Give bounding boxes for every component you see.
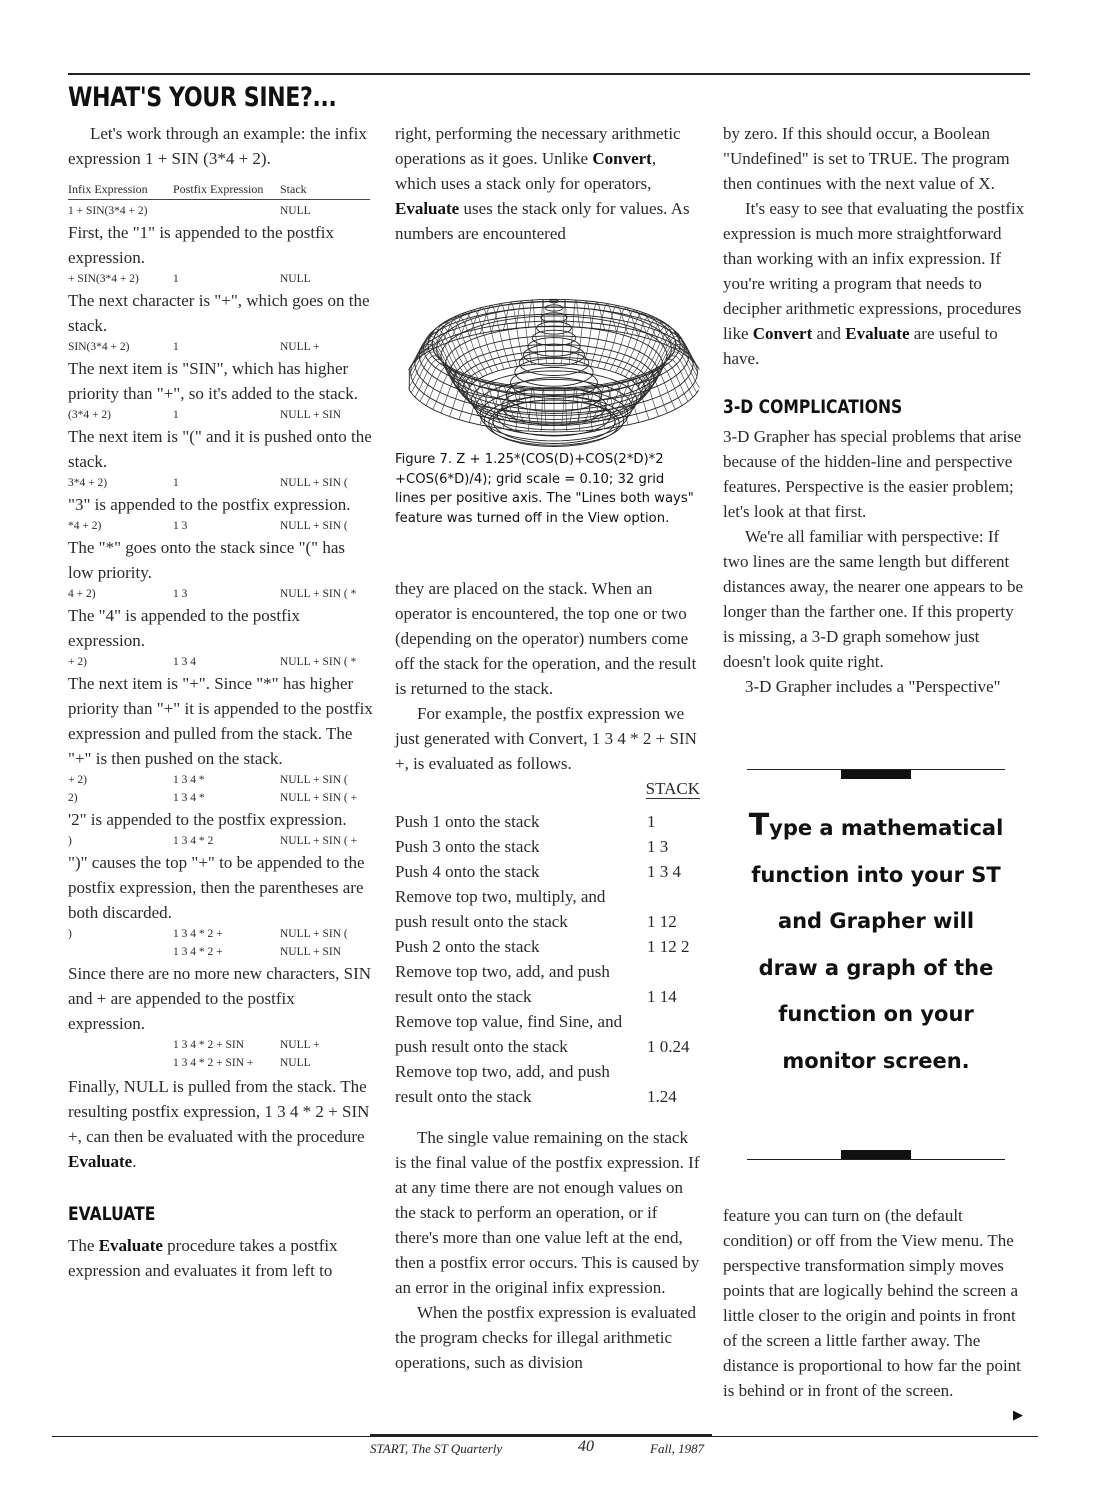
- col2-text-2: , which uses a stack only for operators,: [395, 149, 657, 193]
- evaluation-row: [395, 859, 700, 884]
- trace-infix: *4 + 2): [68, 520, 102, 532]
- trace-postfix: 1 3 4 *: [173, 792, 205, 804]
- straightforward-paragraph: [723, 196, 1028, 371]
- trace-row: [68, 832, 373, 850]
- trace-infix: + 2): [68, 656, 87, 668]
- evaluate-term: Evaluate: [68, 1152, 133, 1171]
- evaluate-paragraph: [68, 1233, 373, 1283]
- trace-explanation: The next item is "SIN", which has higher priority than "+", so it's added to the stack.: [68, 359, 358, 403]
- evaluation-row: [395, 834, 700, 859]
- evaluation-stack-value: [647, 884, 700, 909]
- trace-stack: NULL + SIN (: [280, 774, 348, 786]
- trace-stack: NULL + SIN (: [280, 928, 348, 940]
- evaluation-stack-value: [647, 959, 700, 984]
- trace-row: [68, 925, 373, 943]
- trace-postfix: 1 3 4 * 2: [173, 835, 214, 847]
- evaluation-stack-value: [647, 1009, 700, 1034]
- trace-infix: 3*4 + 2): [68, 477, 108, 489]
- trace-stack: NULL +: [280, 1039, 320, 1051]
- evaluation-row: [395, 909, 700, 934]
- evaluation-operation: result onto the stack: [395, 1087, 532, 1106]
- convert-term-2: Convert: [752, 324, 813, 343]
- trace-table-header: [68, 181, 370, 200]
- evaluation-row: [395, 934, 700, 959]
- trace-row: [68, 653, 373, 671]
- col3-text-1: It's easy to see that evaluating the postfix expression is much more straightforward than working with an infix expression. If you're writing a program that needs to decipher arithmetic expressions, procedures like: [723, 199, 1025, 343]
- trace-explanation: The next item is "+". Since "*" has higher priority than "+" it is appended to the postfix expression and pulled from the stack. The "+" is then pushed on the stack.: [68, 674, 373, 768]
- evaluation-table: [395, 809, 700, 1109]
- trace-infix: + SIN(3*4 + 2): [68, 273, 139, 285]
- trace-infix: ): [68, 928, 72, 940]
- trace-infix: [68, 943, 173, 961]
- evaluation-row: [395, 959, 700, 984]
- trace-infix: SIN(3*4 + 2): [68, 341, 130, 353]
- column-2-top: [395, 121, 700, 246]
- stack-header: [395, 776, 700, 801]
- trace-stack: NULL + SIN (: [280, 520, 348, 532]
- trace-infix: [68, 1036, 173, 1054]
- boolean-paragraph: by zero. If this should occur, a Boolean "Undefined" is set to TRUE. The program then continues with the next value of X.: [723, 124, 1010, 193]
- trace-infix: [68, 1054, 173, 1072]
- trace-explanation: The "4" is appended to the postfix expression.: [68, 606, 300, 650]
- evaluate-term-4: Evaluate: [845, 324, 910, 343]
- footer-rule-thick: [370, 1434, 712, 1437]
- trace-row: [68, 406, 373, 424]
- col3-text-3: are useful to have.: [723, 324, 998, 368]
- stack-paragraph: they are placed on the stack. When an operator is encountered, the top one or two (depending on the operator) numbers come off the stack for the operation, and the result is returned to the stack.: [395, 579, 697, 698]
- trace-stack: NULL +: [280, 341, 320, 353]
- perspective-transform-paragraph: feature you can turn on (the default condition) or off from the View menu. The perspective transformation simply moves points that are logically behind the screen a little closer to the origin and points in front of the screen a little farther away. The distance is proportional to how far the point is behind or in front of the screen.: [723, 1206, 1021, 1400]
- col2-text-1: right, performing the necessary arithmetic operations as it goes. Unlike: [395, 124, 681, 168]
- col2-text-3: uses the stack only for values. As numbers are encountered: [395, 199, 690, 243]
- trace-stack: NULL: [280, 273, 311, 285]
- final-paragraph: [68, 1074, 373, 1174]
- final-text: Finally, NULL is pulled from the stack. The resulting postfix expression, 1 3 4 * 2 + SIN +, can then be evaluated with the procedure: [68, 1077, 370, 1146]
- continued-arrow-icon: ▶: [1013, 1407, 1023, 1422]
- evaluation-stack-value: 1 0.24: [647, 1037, 690, 1056]
- trace-row: [68, 1054, 373, 1072]
- evaluation-operation: Remove top value, find Sine, and: [395, 1012, 623, 1031]
- trace-postfix: 1 3 4 * 2 +: [173, 928, 223, 940]
- pull-quote-bottom-tab: [841, 1150, 911, 1159]
- trace-explanation: The next item is "(" and it is pushed onto the stack.: [68, 427, 372, 471]
- evaluation-row: [395, 1034, 700, 1059]
- col3-text-2: and: [812, 324, 846, 343]
- trace-stack: NULL + SIN ( *: [280, 588, 357, 600]
- final-period: .: [132, 1152, 137, 1171]
- column-1: [68, 121, 373, 1283]
- pull-quote-drop-letter: T: [748, 808, 770, 843]
- evaluation-stack-value: [647, 1059, 700, 1084]
- trace-stack: NULL + SIN: [280, 409, 341, 421]
- evaluation-stack-value: 1 14: [647, 987, 677, 1006]
- evaluation-row: [395, 809, 700, 834]
- trace-explanation: Since there are no more new characters, SIN and + are appended to the postfix expression.: [68, 964, 372, 1033]
- trace-postfix: 1: [173, 273, 179, 285]
- trace-stack: NULL: [280, 205, 311, 217]
- trace-postfix: 1: [173, 409, 179, 421]
- example-paragraph: For example, the postfix expression we just generated with Convert, 1 3 4 * 2 + SIN +, is evaluated as follows.: [395, 704, 697, 773]
- grapher-perspective-paragraph: 3-D Grapher includes a "Perspective": [745, 677, 1001, 696]
- trace-explanation: First, the "1" is appended to the postfix expression.: [68, 223, 335, 267]
- evaluation-operation: Push 1 onto the stack: [395, 812, 540, 831]
- evaluation-stack-value: 1.24: [647, 1087, 677, 1106]
- footer-issue: Fall, 1987: [650, 1441, 705, 1456]
- footer-publication: START, The ST Quarterly: [370, 1441, 503, 1456]
- evaluate-heading: EVALUATE: [68, 1203, 156, 1225]
- top-rule: [68, 73, 1030, 75]
- trace-infix: ): [68, 835, 72, 847]
- trace-stack: NULL + SIN: [280, 946, 341, 958]
- evaluation-row: [395, 884, 700, 909]
- trace-postfix: 1 3 4: [173, 656, 196, 668]
- convert-term: Convert: [592, 149, 652, 168]
- trace-stack: NULL + SIN ( +: [280, 835, 358, 847]
- trace-infix: (3*4 + 2): [68, 409, 111, 421]
- figure-7-surface-plot: [408, 246, 700, 448]
- final-value-paragraph: The single value remaining on the stack is the final value of the postfix expression. If at any time there are not enough values on the stack to perform an operation, or if there's more than one value left at the end, then a postfix error occurs. This is caused by an error in the original infix expression.: [395, 1128, 700, 1297]
- stack-header-label: STACK: [645, 779, 700, 798]
- trace-stack: NULL + SIN ( *: [280, 656, 357, 668]
- header-postfix: Postfix Expression: [173, 182, 264, 196]
- trace-stack: NULL: [280, 1057, 311, 1069]
- footer-page-number: 40: [578, 1438, 594, 1455]
- trace-explanation: The next character is "+", which goes on the stack.: [68, 291, 370, 335]
- evaluate-term-2: Evaluate: [98, 1236, 163, 1255]
- evaluate-text-pre: The: [68, 1236, 99, 1255]
- trace-postfix: 1 3 4 * 2 +: [173, 946, 223, 958]
- trace-stack: NULL + SIN (: [280, 477, 348, 489]
- evaluation-operation: Push 3 onto the stack: [395, 837, 540, 856]
- trace-infix: 4 + 2): [68, 588, 96, 600]
- figure-caption: Figure 7. Z + 1.25*(COS(D)+COS(2*D)*2 +COS(6*D)/4); grid scale = 0.10; 32 grid lines per positive axis. The "Lines both ways" feature was turned off in the View option.: [395, 452, 694, 526]
- trace-infix: 1 + SIN(3*4 + 2): [68, 205, 148, 217]
- column-3-top: [723, 121, 1028, 699]
- evaluate-text-post: procedure takes a postfix expression and evaluates it from left to: [68, 1236, 338, 1280]
- trace-row: [68, 789, 373, 807]
- header-stack: Stack: [280, 182, 307, 196]
- pull-quote-top-tab: [841, 770, 911, 779]
- trace-explanation: The "*" goes onto the stack since "(" has low priority.: [68, 538, 346, 582]
- trace-row: [68, 270, 373, 288]
- trace-postfix: 1 3: [173, 520, 188, 532]
- surface-graph-image: [408, 246, 700, 448]
- special-problems-paragraph: 3-D Grapher has special problems that arise because of the hidden-line and perspective features. Perspective is the easier problem; let's look at that first.: [723, 427, 1022, 521]
- trace-infix: + 2): [68, 774, 87, 786]
- evaluation-row: [395, 984, 700, 1009]
- trace-postfix: 1 3 4 * 2 + SIN: [173, 1039, 245, 1051]
- trace-postfix: 1 3 4 * 2 + SIN +: [173, 1057, 254, 1069]
- evaluation-operation: result onto the stack: [395, 987, 532, 1006]
- trace-postfix: 1: [173, 477, 179, 489]
- conversion-steps: [68, 202, 373, 1072]
- trace-row: [68, 771, 373, 789]
- trace-postfix: 1: [173, 341, 179, 353]
- trace-explanation: "3" is appended to the postfix expression.: [68, 495, 351, 514]
- trace-infix: 2): [68, 792, 78, 804]
- complications-heading: 3-D COMPLICATIONS: [723, 396, 903, 418]
- evaluation-operation: push result onto the stack: [395, 1037, 568, 1056]
- evaluation-operation: Remove top two, add, and push: [395, 1062, 610, 1081]
- article-headline: WHAT'S YOUR SINE?...: [68, 82, 337, 113]
- evaluation-row: [395, 1009, 700, 1034]
- pull-quote-bottom-rule: [747, 1159, 1005, 1160]
- pull-quote-text: [747, 803, 1005, 1084]
- pull-quote: [747, 765, 1005, 1161]
- illegal-ops-paragraph: When the postfix expression is evaluated the program checks for illegal arithmetic operations, such as division: [395, 1303, 697, 1372]
- column-3-bottom: [723, 1203, 1028, 1403]
- evaluation-operation: Remove top two, add, and push: [395, 962, 610, 981]
- trace-row: [68, 202, 373, 220]
- trace-row: [68, 1036, 373, 1054]
- evaluation-stack-value: 1 3: [647, 837, 669, 856]
- evaluation-operation: Remove top two, multiply, and: [395, 887, 606, 906]
- trace-row: [68, 338, 373, 356]
- trace-stack: NULL + SIN ( +: [280, 792, 358, 804]
- perspective-paragraph: We're all familiar with perspective: If two lines are the same length but different distances away, the nearer one appears to be longer than the farther one. If this property is missing, a 3-D graph somehow just doesn't look quite right.: [723, 527, 1024, 671]
- evaluation-row: [395, 1059, 700, 1084]
- trace-postfix: 1 3: [173, 588, 188, 600]
- evaluation-row: [395, 1084, 700, 1109]
- trace-row: [68, 517, 373, 535]
- evaluation-operation: push result onto the stack: [395, 912, 568, 931]
- evaluation-stack-value: 1 12: [647, 912, 677, 931]
- trace-row: [68, 585, 373, 603]
- evaluation-operation: Push 4 onto the stack: [395, 862, 540, 881]
- trace-postfix: 1 3 4 *: [173, 774, 205, 786]
- evaluation-stack-value: 1 3 4: [647, 862, 681, 881]
- header-infix: Infix Expression: [68, 182, 148, 196]
- intro-paragraph: Let's work through an example: the infix expression 1 + SIN (3*4 + 2).: [68, 124, 367, 168]
- evaluation-stack-value: 1: [647, 812, 656, 831]
- trace-row: [68, 943, 373, 961]
- evaluate-term-3: Evaluate: [395, 199, 460, 218]
- trace-explanation: '2" is appended to the postfix expression.: [68, 810, 347, 829]
- evaluate-continued-paragraph: [395, 121, 700, 246]
- evaluation-stack-value: 1 12 2: [647, 937, 690, 956]
- trace-postfix: [173, 202, 280, 220]
- evaluation-operation: Push 2 onto the stack: [395, 937, 540, 956]
- trace-row: [68, 474, 373, 492]
- pull-quote-body: ype a mathematical function into your ST and Grapher will draw a graph of the function on your monitor screen.: [751, 816, 1004, 1073]
- column-2-bottom: [395, 576, 700, 1375]
- trace-explanation: ")" causes the top "+" to be appended to the postfix expression, then the parentheses are both discarded.: [68, 853, 365, 922]
